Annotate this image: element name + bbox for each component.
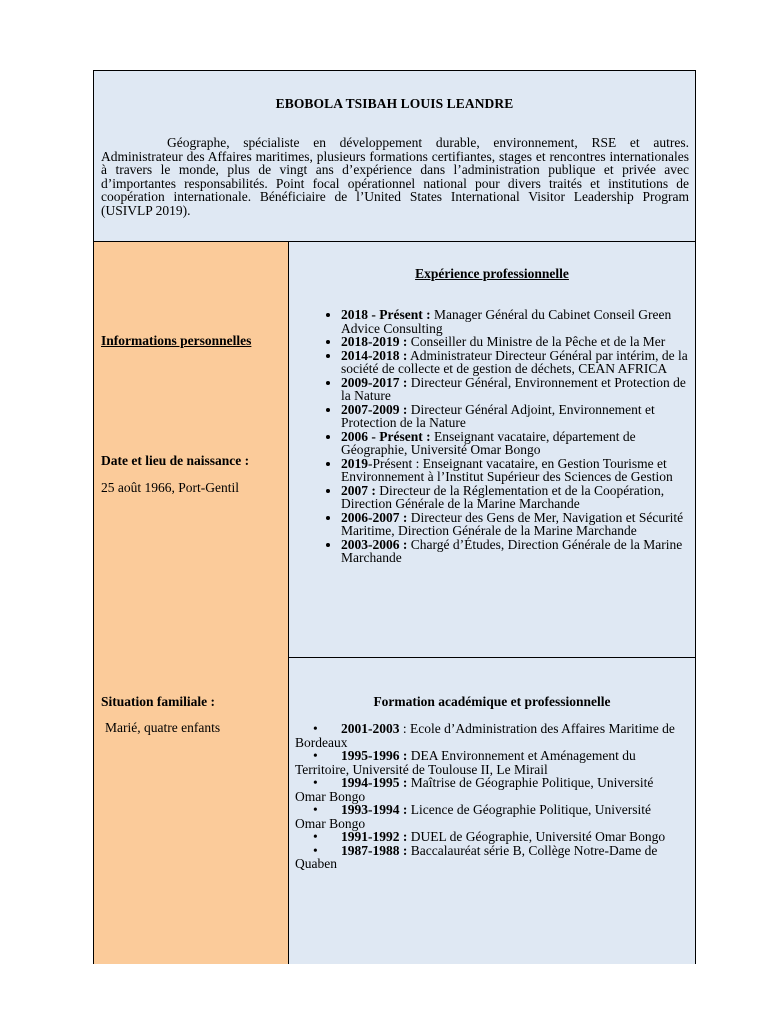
education-description: DUEL de Géographie, Université Omar Bongo (407, 829, 666, 844)
education-description: Maîtrise de Géographie Politique, Université Omar Bongo (295, 775, 654, 804)
experience-description: Directeur Général Adjoint, Environnement et Protection de la Nature (341, 401, 655, 430)
experience-period: 2018-2019 : (341, 334, 408, 349)
person-name: EBOBOLA TSIBAH LOUIS LEANDRE (275, 96, 514, 111)
bullet-icon: • (313, 748, 318, 763)
education-period: 1994-1995 : (341, 775, 408, 790)
family-status-value: Marié, quatre enfants (105, 720, 221, 735)
profile-summary: Géographe, spécialiste en développement durable, environnement, RSE et autres. Administrateur des Affaires maritimes, plusieurs formations certifiantes, stages et rencontres internationales à travers le monde, plus de vingt ans d’expérience dans l’administration publique et privée avec d’importantes responsabilités. Point focal opérationnel national pour divers traités et institutions de coopération internationale. Bénéficiaire de l’United States International Visitor Leadership Program (USIVLP 2019). (101, 135, 689, 218)
experience-description: Directeur de la Réglementation et de la Coopération, Direction Générale de la Marine Marchande (341, 482, 665, 511)
bullet-icon: • (313, 829, 318, 844)
education-list (295, 722, 685, 871)
experience-description: Administrateur Directeur Général par intérim, de la société de collecte et de gestion de déchets, CEAN AFRICA (341, 347, 688, 376)
list-item (295, 844, 685, 871)
experience-section (289, 242, 695, 658)
education-section (289, 658, 695, 964)
list-item (295, 749, 685, 776)
list-item (295, 776, 685, 803)
cv-header (94, 71, 695, 242)
experience-description: Directeur Général, Environnement et Protection de la Nature (341, 374, 686, 403)
list-item (295, 830, 685, 844)
experience-period: 2006-2007 : (341, 509, 408, 525)
education-description: Baccalauréat série B, Collège Notre-Dame de Quaben (295, 842, 658, 871)
cv-document (93, 70, 696, 964)
experience-list (289, 308, 689, 565)
experience-description: Manager Général du Cabinet Conseil Green Advice Consulting (341, 307, 672, 336)
bullet-icon: • (313, 802, 318, 817)
experience-period: 2014-2018 : (341, 347, 408, 363)
personal-info-column (94, 242, 289, 964)
experience-description: Chargé d’Études, Direction Générale de la Marine Marchande (341, 536, 683, 565)
education-description: : Ecole d’Administration des Affaires Maritime de Bordeaux (295, 721, 675, 750)
list-item (295, 722, 685, 749)
education-heading: Formation académique et professionnelle (373, 694, 611, 709)
list-item (341, 511, 689, 538)
list-item (341, 484, 689, 511)
birth-label: Date et lieu de naissance : (101, 453, 250, 468)
experience-description: Conseiller du Ministre de la Pêche et de la Mer (407, 334, 666, 349)
education-period: 2001-2003 (341, 721, 400, 736)
experience-period: 2007-2009 : (341, 401, 408, 417)
list-item (341, 349, 689, 376)
education-period: 1991-1992 : (341, 829, 408, 844)
education-period: 1987-1988 : (341, 842, 408, 858)
bullet-icon: • (313, 842, 318, 858)
experience-period: 2019 (341, 455, 368, 471)
bullet-icon: • (313, 775, 318, 790)
list-item (341, 335, 689, 349)
family-status-label: Situation familiale : (101, 694, 215, 709)
experience-period: 2018 - Présent : (341, 307, 431, 322)
education-description: Licence de Géographie Politique, Université Omar Bongo (295, 802, 652, 831)
birth-value: 25 août 1966, Port-Gentil (101, 480, 239, 495)
list-item (341, 376, 689, 403)
list-item (341, 538, 689, 565)
education-description: DEA Environnement et Aménagement du Territoire, Université de Toulouse II, Le Mirail (295, 748, 636, 777)
list-item (341, 430, 689, 457)
list-item (341, 308, 689, 335)
education-period: 1995-1996 : (341, 748, 408, 763)
experience-period: 2006 - Présent : (341, 428, 431, 444)
list-item (341, 457, 689, 484)
experience-description: Enseignant vacataire, département de Géographie, Université Omar Bongo (341, 428, 636, 457)
bullet-icon: • (313, 721, 318, 736)
list-item (295, 803, 685, 830)
experience-period: 2009-2017 : (341, 374, 408, 390)
list-item (341, 403, 689, 430)
experience-description: Directeur des Gens de Mer, Navigation et Sécurité Maritime, Direction Générale de la Marine Marchande (341, 509, 684, 538)
experience-description: -Présent : Enseignant vacataire, en Gestion Tourisme et Environnement à l’Institut Supérieur des Sciences de Gestion (341, 455, 673, 484)
experience-heading: Expérience professionnelle (415, 266, 569, 281)
experience-period: 2003-2006 : (341, 536, 408, 552)
experience-period: 2007 : (341, 482, 376, 498)
education-period: 1993-1994 : (341, 802, 408, 817)
personal-info-heading: Informations personnelles (101, 333, 252, 348)
